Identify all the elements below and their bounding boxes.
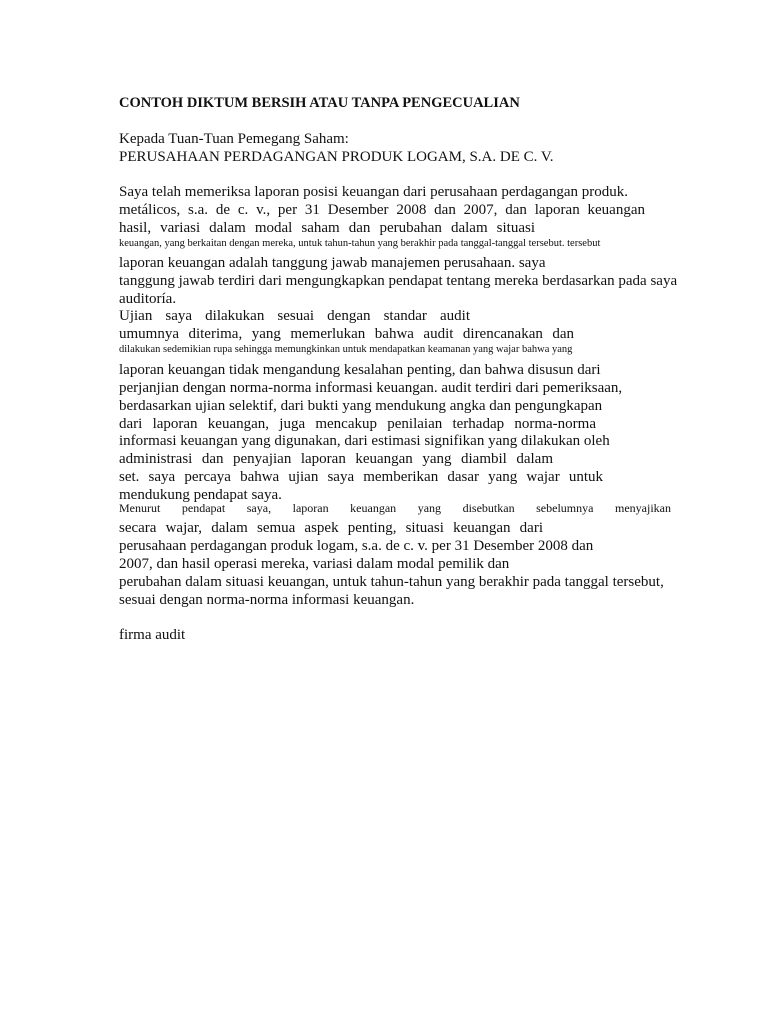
body-line: mendukung pendapat saya. [119,487,282,503]
body-line: berdasarkan ujian selektif, dari bukti yang mendukung angka dan pengungkapan [119,398,603,414]
document-title: CONTOH DIKTUM BERSIH ATAU TANPA PENGECUALIAN [119,95,520,111]
body-line: dilakukan sedemikian rupa sehingga memungkinkan untuk mendapatkan keamanan yang wajar bahwa yang [119,344,573,355]
body-line: perusahaan perdagangan produk logam, s.a. de c. v. per 31 Desember 2008 dan [119,538,594,554]
body-line: 2007, dan hasil operasi mereka, variasi dalam modal pemilik dan [119,556,510,572]
body-line: administrasi dan penyajian laporan keuangan yang diambil dalam [119,451,553,467]
body-line: informasi keuangan yang digunakan, dari estimasi signifikan yang dilakukan oleh [119,433,610,449]
body-line: dari laporan keuangan, juga mencakup penilaian terhadap norma-norma [119,416,596,432]
company-name: PERUSAHAAN PERDAGANGAN PRODUK LOGAM, S.A. DE C. V. [119,149,554,165]
body-line: metálicos, s.a. de c. v., per 31 Desember 2008 dan 2007, dan laporan keuangan [119,202,645,218]
body-line: auditoría. [119,291,177,307]
signature: firma audit [119,627,186,643]
body-line: hasil, variasi dalam modal saham dan perubahan dalam situasi [119,220,535,236]
body-line: laporan keuangan adalah tanggung jawab manajemen perusahaan. saya [119,255,546,271]
body-line: laporan keuangan tidak mengandung kesalahan penting, dan bahwa disusun dari [119,362,601,378]
body-line: perubahan dalam situasi keuangan, untuk tahun-tahun yang berakhir pada tanggal tersebut, [119,574,664,590]
body-line: perjanjian dengan norma-norma informasi keuangan. audit terdiri dari pemeriksaan, [119,380,623,396]
body-line: set. saya percaya bahwa ujian saya memberikan dasar yang wajar untuk [119,469,603,485]
body-line: tanggung jawab terdiri dari mengungkapkan pendapat tentang mereka berdasarkan pada saya [119,273,678,289]
body-line: sesuai dengan norma-norma informasi keuangan. [119,592,415,608]
salutation: Kepada Tuan-Tuan Pemegang Saham: [119,131,349,147]
body-line: Saya telah memeriksa laporan posisi keuangan dari perusahaan perdagangan produk. [119,184,628,200]
body-line: Menurut pendapat saya, laporan keuangan yang disebutkan sebelumnya menyajikan [119,501,671,515]
body-line: Ujian saya dilakukan sesuai dengan standar audit [119,308,470,324]
body-line: keuangan, yang berkaitan dengan mereka, untuk tahun-tahun yang berakhir pada tanggal-tanggal tersebut. tersebut [119,238,601,249]
body-line: secara wajar, dalam semua aspek penting, situasi keuangan dari [119,520,543,536]
body-line: umumnya diterima, yang memerlukan bahwa audit direncanakan dan [119,326,574,342]
